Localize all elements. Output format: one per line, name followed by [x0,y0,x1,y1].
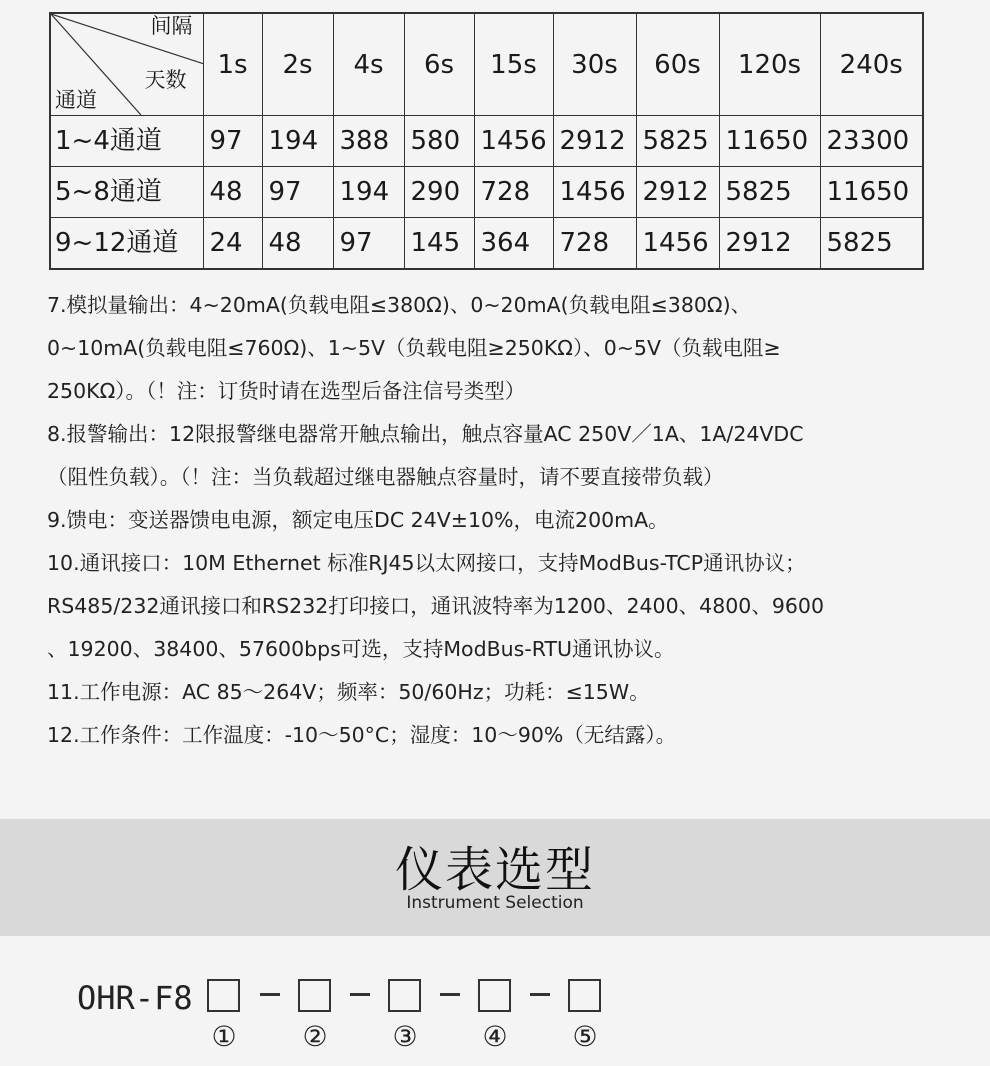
interval-header: 240s [820,13,923,116]
model-separator-dash [440,993,460,996]
interval-header: 4s [333,13,404,116]
table-cell: 1456 [636,218,719,270]
table-cell: 11650 [719,116,820,167]
table-cell: 728 [553,218,636,270]
corner-label-interval: 间隔 [150,14,193,38]
table-cell: 580 [404,116,474,167]
table-cell: 194 [333,167,404,218]
table-cell: 290 [404,167,474,218]
model-slot-number: ① [211,1020,237,1053]
table-cell: 1456 [553,167,636,218]
table-cell: 23300 [820,116,923,167]
section-header-band [0,819,990,936]
model-slot-box [388,979,421,1012]
model-slot-number: ③ [392,1020,418,1053]
table-cell: 2912 [636,167,719,218]
row-label: 1~4通道 [50,116,203,167]
table-cell: 24 [203,218,262,270]
corner-label-channel: 通道 [55,88,97,112]
table-cell: 5825 [820,218,923,270]
table-cell: 1456 [474,116,553,167]
table-cell: 2912 [719,218,820,270]
interval-header: 60s [636,13,719,116]
model-slot-box [298,979,331,1012]
table-cell: 11650 [820,167,923,218]
model-slot-number: ⑤ [572,1020,598,1053]
model-separator-dash [350,993,370,996]
table-row [50,167,923,218]
corner-cell [50,13,203,116]
row-label: 9~12通道 [50,218,203,270]
model-slot-box [568,979,601,1012]
recording-days-table [49,12,924,270]
spec-list [47,284,962,757]
table-cell: 97 [262,167,333,218]
model-separator-dash [530,993,550,996]
table-cell: 48 [262,218,333,270]
model-slot-number: ④ [482,1020,508,1053]
table-cell: 97 [203,116,262,167]
spec-line: （阻性负载）。（！注：当负载超过继电器触点容量时，请不要直接带负载） [47,465,724,489]
spec-line: 11.工作电源：AC 85～264V；频率：50/60Hz；功耗：≤15W。 [47,680,650,704]
table-cell: 97 [333,218,404,270]
model-separator-dash [260,993,280,996]
table-cell: 728 [474,167,553,218]
model-slot-box [478,979,511,1012]
spec-line: 250KΩ）。（！注：订货时请在选型后备注信号类型） [47,379,526,403]
table-cell: 5825 [636,116,719,167]
spec-line: 9.馈电：变送器馈电电源，额定电压DC 24V±10%，电流200mA。 [47,508,669,532]
spec-line: 12.工作条件：工作温度：-10～50°C；湿度：10～90%（无结露）。 [47,723,677,747]
interval-header: 120s [719,13,820,116]
table-cell: 364 [474,218,553,270]
corner-label-days: 天数 [144,68,187,92]
table-cell: 2912 [553,116,636,167]
interval-header: 6s [404,13,474,116]
spec-line: RS485/232通讯接口和RS232打印接口，通讯波特率为1200、2400、4800、9600 [47,594,824,618]
table-cell: 5825 [719,167,820,218]
spec-line: 8.报警输出：12限报警继电器常开触点输出，触点容量AC 250V／1A、1A/24VDC [47,422,804,446]
model-slot-number: ② [302,1020,328,1053]
spec-line: 10.通讯接口：10M Ethernet 标准RJ45以太网接口，支持ModBus-TCP通讯协议； [47,551,806,575]
spec-line: 7.模拟量输出：4~20mA(负载电阻≤380Ω)、0~20mA(负载电阻≤380Ω)、 [47,293,752,317]
table-cell: 48 [203,167,262,218]
section-subtitle: Instrument Selection [406,893,584,913]
spec-line: 0~10mA(负载电阻≤760Ω)、1~5V（负载电阻≥250KΩ）、0~5V（负载电阻≥ [47,336,781,360]
row-label: 5~8通道 [50,167,203,218]
table-row [50,218,923,270]
model-prefix: OHR-F8 [77,979,193,1017]
interval-header: 15s [474,13,553,116]
table-row [50,116,923,167]
section-title: 仪表选型 [394,842,595,898]
model-slot-box [207,979,240,1012]
table-cell: 194 [262,116,333,167]
model-code [0,936,990,1066]
interval-header: 2s [262,13,333,116]
spec-line: 、19200、38400、57600bps可选，支持ModBus-RTU通讯协议。 [47,637,675,661]
table-cell: 388 [333,116,404,167]
recording-days-table-wrapper [49,12,924,270]
table-header-row [50,13,923,116]
table-cell: 145 [404,218,474,270]
interval-header: 1s [203,13,262,116]
interval-header: 30s [553,13,636,116]
